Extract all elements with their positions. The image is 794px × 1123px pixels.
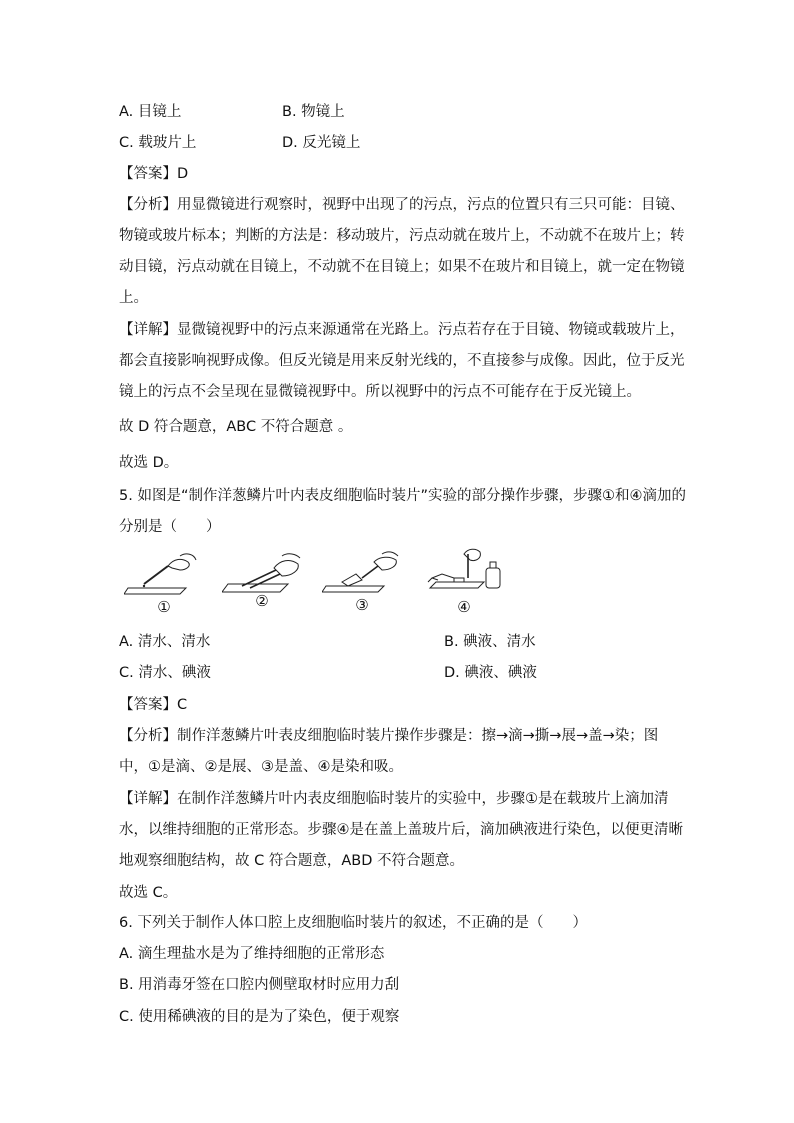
staining-and-absorbing-icon — [424, 548, 506, 604]
q5-option-a: A. 清水、清水 — [119, 634, 211, 650]
q5-stem-line: 5. 如图是“制作洋葱鳞片叶内表皮细胞临时装片”实验的部分操作步骤，步骤①和④滴加的 — [119, 488, 686, 504]
step-2-illustration — [222, 548, 302, 620]
q5-option-b: B. 碘液、清水 — [444, 634, 536, 650]
step-1-label: ① — [157, 598, 171, 616]
q4-conclusion: 故 D 符合题意，ABC 不符合题意 。 — [119, 419, 353, 435]
q4-analysis-line: 【分析】用显微镜进行观察时，视野中出现了的污点，污点的位置只有三只可能：目镜、 — [119, 197, 685, 213]
dropper-on-slide-icon — [124, 548, 204, 604]
q5-figure — [124, 548, 514, 620]
q5-stem-line: 分别是（ ） — [119, 519, 221, 535]
q4-detail-line: 镜上的污点不会呈现在显微镜视野中。所以视野中的污点不可能存在于反光镜上。 — [119, 384, 641, 400]
q4-option-b: B. 物镜上 — [282, 104, 345, 120]
q4-detail-line: 都会直接影响视野成像。但反光镜是用来反射光线的，不直接参与成像。因此，位于反光 — [119, 353, 685, 369]
q5-answer: 【答案】C — [119, 697, 188, 713]
step-4-label: ④ — [457, 598, 471, 616]
q4-choice: 故选 D。 — [119, 455, 179, 471]
q5-analysis-line: 中，①是滴、②是展、③是盖、④是染和吸。 — [119, 759, 403, 775]
q6-option-b: B. 用消毒牙签在口腔内侧壁取材时应用力刮 — [119, 977, 400, 993]
step-3-label: ③ — [355, 596, 369, 614]
q4-analysis-line: 物镜或玻片标本；判断的方法是：移动玻片，污点动就在玻片上，不动就不在玻片上；转 — [119, 228, 685, 244]
q4-option-c: C. 载玻片上 — [119, 135, 197, 151]
q4-analysis-line: 动目镜，污点动就在目镜上，不动就不在目镜上；如果不在玻片和目镜上，就一定在物镜 — [119, 259, 685, 275]
q6-stem: 6. 下列关于制作人体口腔上皮细胞临时装片的叙述，不正确的是（ ） — [119, 915, 587, 931]
q4-answer: 【答案】D — [119, 166, 189, 182]
q5-analysis-line: 【分析】制作洋葱鳞片叶表皮细胞临时装片操作步骤是：擦→滴→撕→展→盖→染；图 — [119, 728, 659, 744]
q5-detail-line: 地观察细胞结构，故 C 符合题意，ABD 不符合题意。 — [119, 853, 464, 869]
step-4-illustration — [424, 548, 506, 620]
step-3-illustration — [322, 548, 402, 620]
q5-detail-line: 水，以维持细胞的正常形态。步骤④是在盖上盖玻片后，滴加碘液进行染色，以便更清晰 — [119, 822, 683, 838]
q4-detail-line: 【详解】显微镜视野中的污点来源通常在光路上。污点若存在于目镜、物镜或载玻片上， — [119, 322, 685, 338]
q6-option-a: A. 滴生理盐水是为了维持细胞的正常形态 — [119, 946, 385, 962]
q4-analysis-line: 上。 — [119, 290, 148, 306]
q5-option-c: C. 清水、碘液 — [119, 665, 211, 681]
q4-option-d: D. 反光镜上 — [282, 135, 361, 151]
step-1-illustration — [124, 548, 204, 620]
q5-option-d: D. 碘液、碘液 — [444, 665, 537, 681]
q5-choice: 故选 C。 — [119, 885, 178, 901]
q4-option-a: A. 目镜上 — [119, 104, 182, 120]
q5-detail-line: 【详解】在制作洋葱鳞片叶内表皮细胞临时装片的实验中，步骤①是在载玻片上滴加清 — [119, 791, 669, 807]
step-2-label: ② — [255, 592, 269, 610]
q6-option-c: C. 使用稀碘液的目的是为了染色，便于观察 — [119, 1009, 400, 1025]
